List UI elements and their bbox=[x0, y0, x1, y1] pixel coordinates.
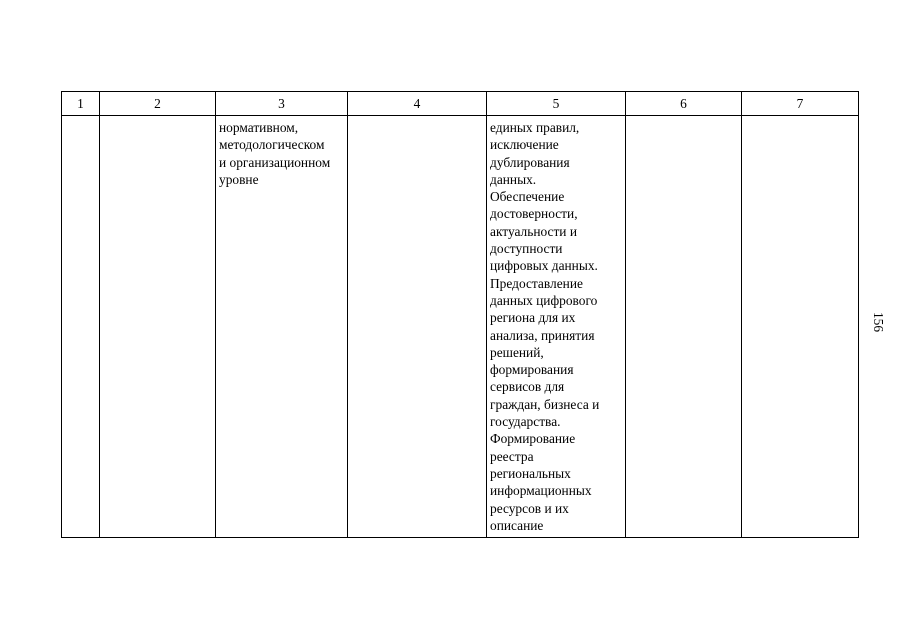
table-cell-col-2 bbox=[100, 116, 216, 538]
column-header-3: 3 bbox=[216, 92, 348, 116]
cell-text bbox=[100, 116, 215, 119]
document-table bbox=[61, 91, 859, 538]
cell-text bbox=[348, 116, 486, 119]
column-header-2: 2 bbox=[100, 92, 216, 116]
column-header-6: 6 bbox=[626, 92, 742, 116]
header-row bbox=[62, 92, 859, 116]
column-header-1: 1 bbox=[62, 92, 100, 116]
cell-text bbox=[626, 116, 741, 119]
column-header-4: 4 bbox=[348, 92, 487, 116]
column-header-7: 7 bbox=[742, 92, 859, 116]
page-number: 156 bbox=[871, 311, 886, 333]
cell-text bbox=[62, 116, 99, 119]
table-cell-col-3 bbox=[216, 116, 348, 538]
table-cell-col-1 bbox=[62, 116, 100, 538]
table-row bbox=[62, 116, 859, 538]
column-header-5: 5 bbox=[487, 92, 626, 116]
table-cell-col-4 bbox=[348, 116, 487, 538]
table-cell-col-7 bbox=[742, 116, 859, 538]
cell-text: нормативном, методологическом и организационном уровне bbox=[219, 120, 331, 187]
table-cell-col-5 bbox=[487, 116, 626, 538]
table-cell-col-6 bbox=[626, 116, 742, 538]
cell-text bbox=[742, 116, 858, 119]
cell-text: единых правил, исключение дублирования данных. Обеспечение достоверности, актуальности и доступности цифровых данных. Предоставление данных цифрового региона для их анализа, принятия решений, формирования сервисов для граждан, бизнеса и государства. Формирование реестра региональных информационных ресурсов и их описание bbox=[490, 120, 600, 533]
